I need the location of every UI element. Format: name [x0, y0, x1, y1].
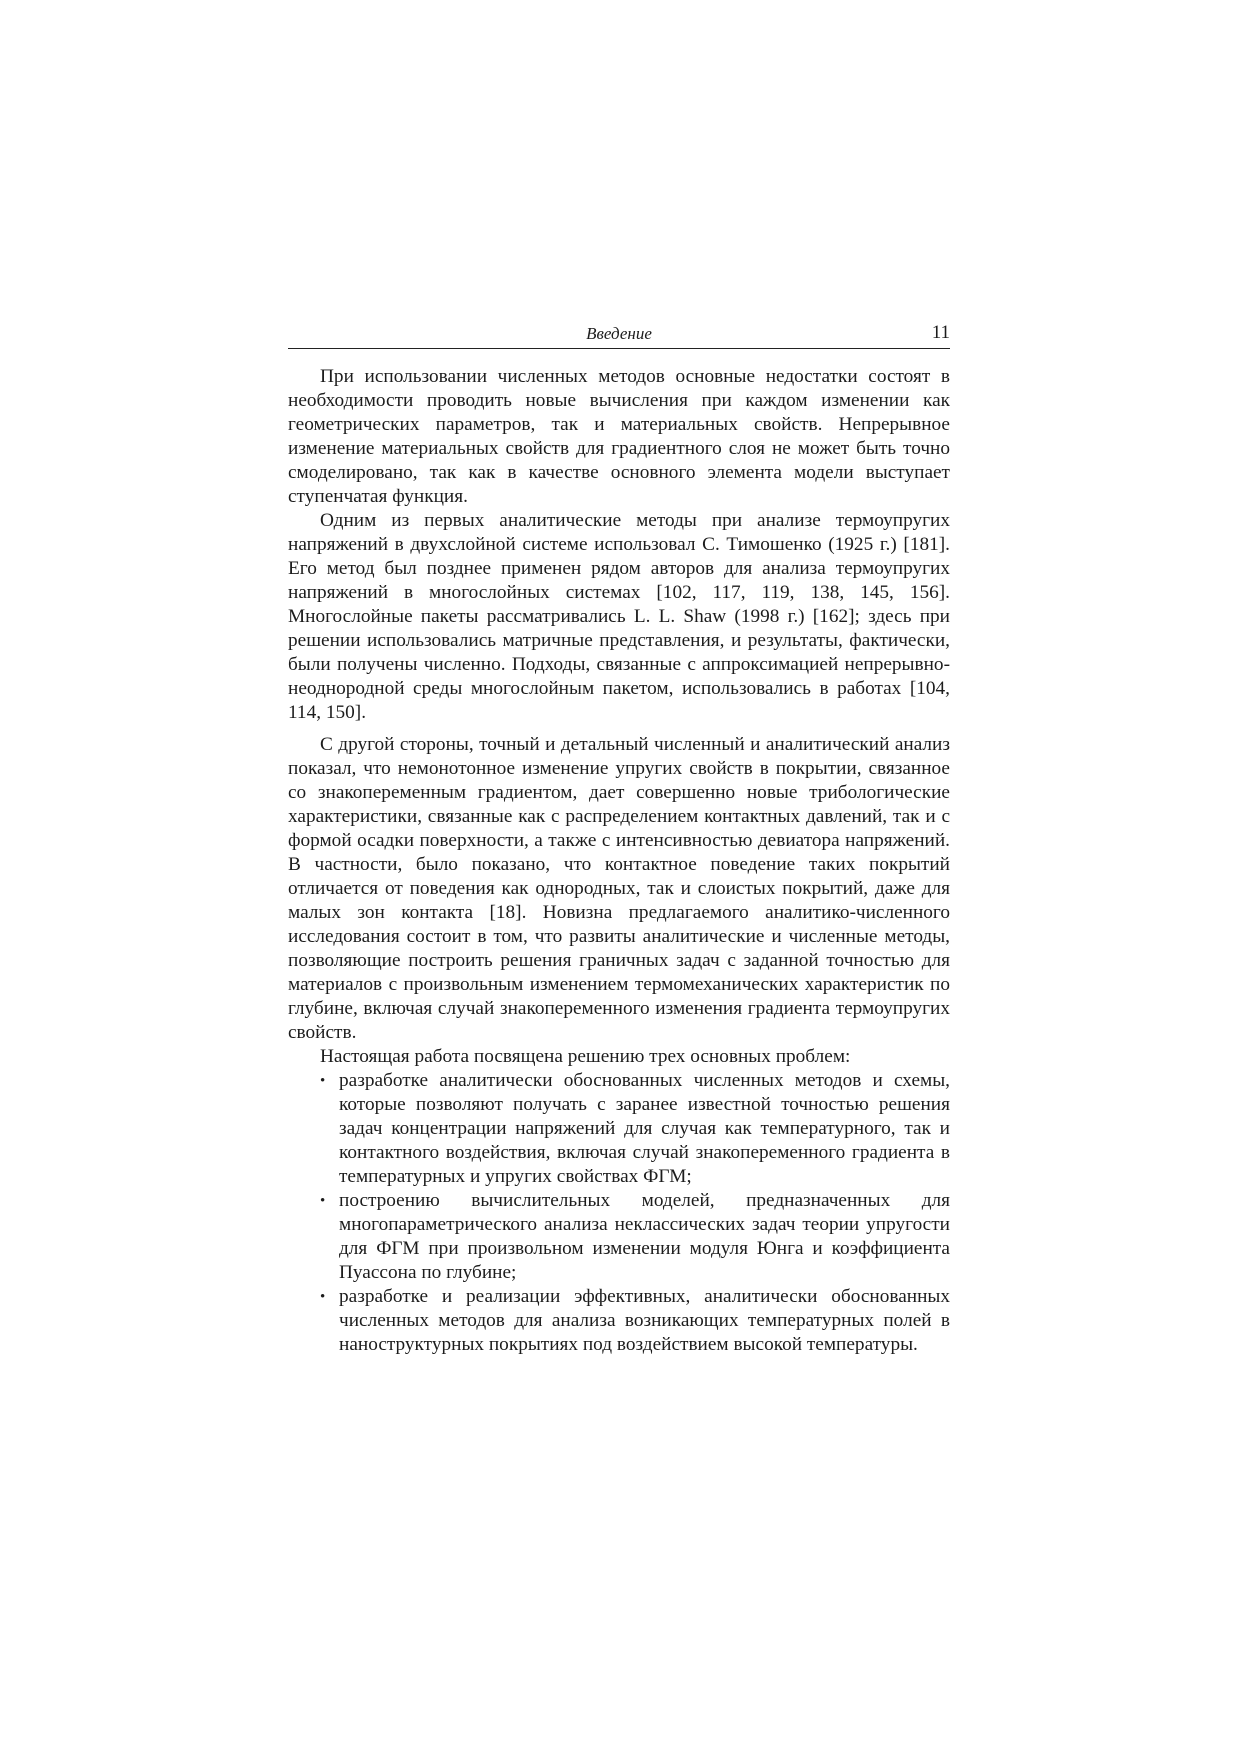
list-item: [288, 1069, 950, 1189]
list-item: [288, 1189, 950, 1285]
book-page: [288, 322, 950, 1357]
list-item-text: построению вычислительных моделей, предназначенных для многопараметрического анализа неклассических задач теории упругости для ФГМ при произвольном изменении модуля Юнга и коэффициента Пуассона по глубине;: [339, 1190, 950, 1283]
running-header: [288, 322, 950, 349]
paragraph: При использовании численных методов основные недостатки состоят в необходимости проводить новые вычисления при каждом изменении как геометрических параметров, так и материальных свойств. Непрерывное изменение материальных свойств для градиентного слоя не может быть точно смоделировано, так как в качестве основного элемента модели выступает ступенчатая функция.: [288, 366, 950, 507]
body-text: [288, 365, 950, 1357]
bullet-icon: •: [320, 1073, 326, 1089]
page-number: 11: [931, 322, 950, 343]
list-item: [288, 1285, 950, 1357]
bullet-icon: •: [320, 1289, 326, 1305]
paragraph: Одним из первых аналитические методы при анализе термоупругих напряжений в двухслойной системе использовал С. Тимошенко (1925 г.) [181]. Его метод был позднее применен рядом авторов для анализа термоупругих напряжений в многослойных системах [102, 117, 119, 138, 145, 156]. Многослойные пакеты рассматривались L. L. Shaw (1998 г.) [162]; здесь при решении использовались матричные представления, и результаты, фактически, были получены численно. Подходы, связанные с аппроксимацией непрерывно-неоднородной среды многослойным пакетом, использовались в работах [104, 114, 150].: [288, 510, 950, 723]
paragraph: Настоящая работа посвящена решению трех основных проблем:: [320, 1046, 851, 1067]
paragraph: С другой стороны, точный и детальный численный и аналитический анализ показал, что немонотонное изменение упругих свойств в покрытии, связанное со знакопеременным градиентом, дает совершенно новые трибологические характеристики, связанные как с распределением контактных давлений, так и с формой осадки поверхности, а также с интенсивностью девиатора напряжений. В частности, было показано, что контактное поведение таких покрытий отличается от поведения как однородных, так и слоистых покрытий, даже для малых зон контакта [18]. Новизна предлагаемого аналитико-численного исследования состоит в том, что развиты аналитические и численные методы, позволяющие построить решения граничных задач с заданной точностью для материалов с произвольным изменением термомеханических характеристик по глубине, включая случай знакопеременного изменения градиента термоупругих свойств.: [288, 734, 950, 1043]
running-title: Введение: [586, 324, 652, 343]
bullet-icon: •: [320, 1193, 326, 1209]
problem-list: [288, 1069, 950, 1357]
list-item-text: разработке аналитически обоснованных численных методов и схемы, которые позволяют получать с заранее известной точностью решения задач концентрации напряжений для случая как температурного, так и контактного воздействия, включая случай знакопеременного градиента в температурных и упругих свойствах ФГМ;: [339, 1070, 950, 1187]
list-item-text: разработке и реализации эффективных, аналитически обоснованных численных методов для анализа возникающих температурных полей в наноструктурных покрытиях под воздействием высокой температуры.: [339, 1286, 950, 1355]
